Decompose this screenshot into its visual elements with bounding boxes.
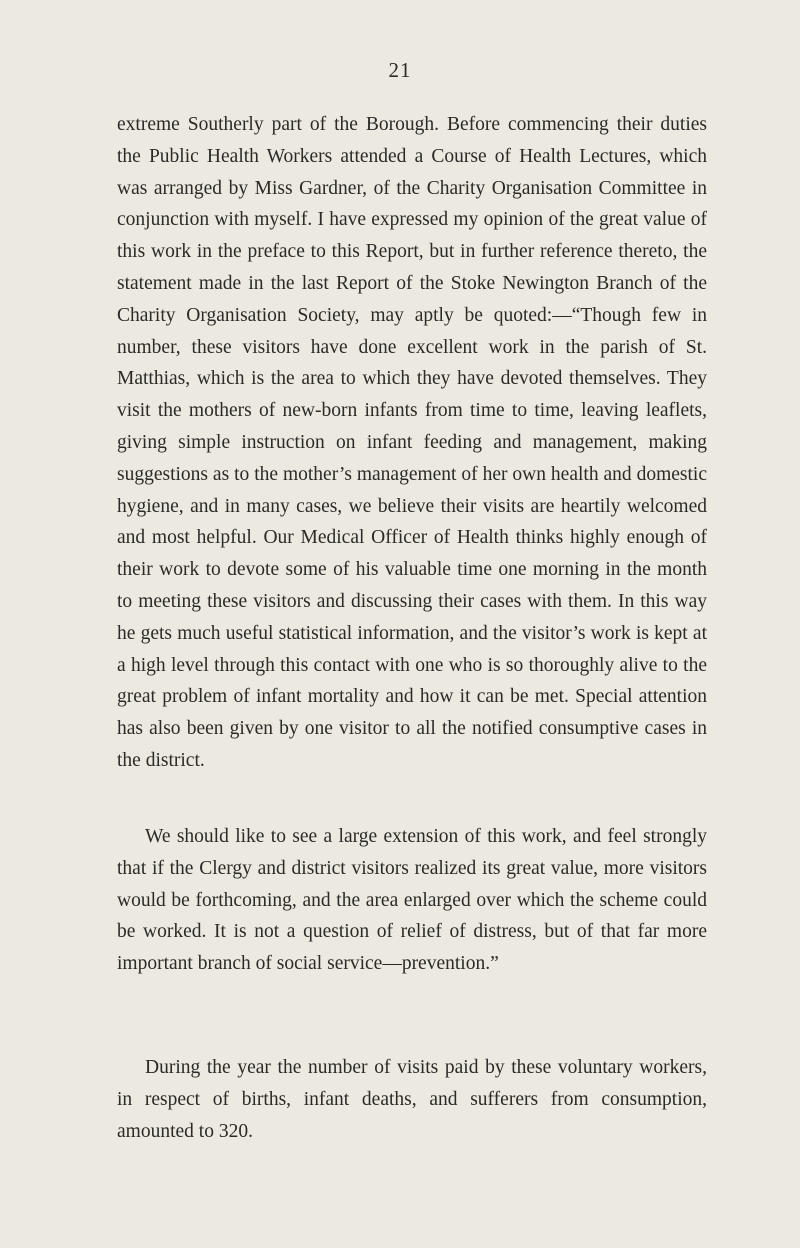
paragraph-lectures-and-quote: extreme Southerly part of the Borough. Before commencing their duties the Public Health Workers attended a Course of Health Lectures, which was arranged by Miss Gardner, of the Charity Organisation Committee in conjunction with myself. I have expressed my opinion of the great value of this work in the preface to this Report, but in further reference thereto, the statement made in the last Report of the Stoke Newington Branch of the Charity Organisation Society, may aptly be quoted:—“Though few in number, these visitors have done excellent work in the parish of St. Matthias, which is the area to which they have devoted themselves. They visit the mothers of new-born infants from time to time, leaving leaflets, giving simple instruction on infant feeding and management, making suggestions as to the mother’s management of her own health and domestic hygiene, and in many cases, we believe their visits are heartily welcomed and most helpful. Our Medical Officer of Health thinks highly enough of their work to devote some of his valuable time one morning in the month to meeting these visitors and discussing their cases with them. In this way he gets much useful statistical information, and the visitor’s work is kept at a high level through this contact with one who is so thoroughly alive to the great problem of infant mortality and how it can be met. Special attention has also been given by one visitor to all the notified consumptive cases in the district. <box>117 114 707 771</box>
paragraph-extension-of-work: We should like to see a large extension of this work, and feel strongly that if the Clergy and district visitors realized its great value, more visitors would be forthcoming, and the area enlarged over which the scheme could be worked. It is not a question of relief of distress, but of that far more important branch of social service—prevention.” <box>117 826 707 975</box>
page-number: 21 <box>388 58 412 82</box>
paragraph-visits-count: During the year the number of visits paid by these voluntary workers, in respect of births, infant deaths, and sufferers from consumption, amounted to 320. <box>117 1057 707 1142</box>
